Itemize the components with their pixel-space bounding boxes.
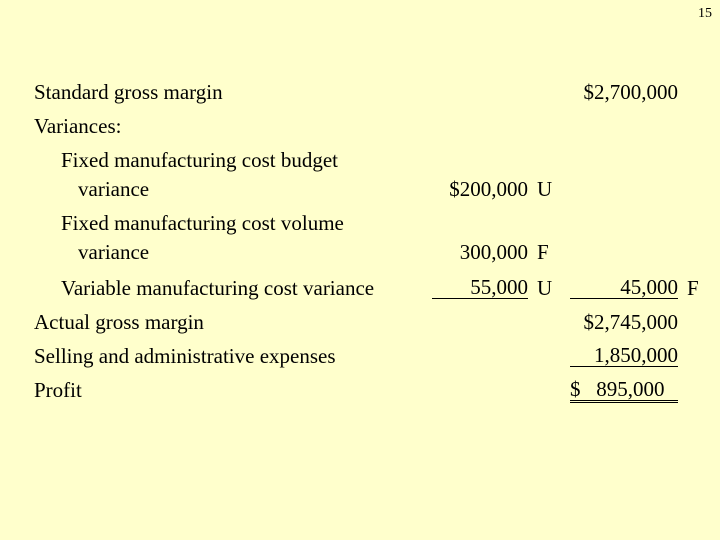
page-number: 15 <box>698 6 712 21</box>
standard-gross-margin-label: Standard gross margin <box>34 80 223 104</box>
variable-cost-variance-label: Variable manufacturing cost variance <box>61 276 375 300</box>
variable-cost-variance-amount: 55,000 <box>432 276 528 299</box>
selling-admin-amount: 1,850,000 <box>570 344 678 367</box>
fixed-volume-variance-flag: F <box>537 240 549 264</box>
fixed-budget-variance-label-line1: Fixed manufacturing cost budget <box>61 148 339 172</box>
standard-gross-margin-amount: $2,700,000 <box>583 80 678 104</box>
total-variance-amount: 45,000 <box>570 276 678 299</box>
actual-gross-margin-label: Actual gross margin <box>34 310 204 334</box>
total-variance-flag: F <box>687 276 699 300</box>
fixed-volume-variance-label-line1: Fixed manufacturing cost volume <box>61 211 344 235</box>
fixed-volume-variance-label-line2: variance <box>78 240 150 264</box>
fixed-budget-variance-label-line2: variance <box>78 177 150 201</box>
variable-cost-variance-flag: U <box>537 276 553 300</box>
fixed-volume-variance-amount: 300,000 <box>459 240 528 264</box>
fixed-budget-variance-amount: $200,000 <box>449 177 528 201</box>
variances-heading: Variances: <box>34 114 122 138</box>
profit-label: Profit <box>34 378 82 402</box>
selling-admin-label: Selling and administrative expenses <box>34 344 336 368</box>
fixed-budget-variance-flag: U <box>537 177 553 201</box>
actual-gross-margin-amount: $2,745,000 <box>583 310 678 334</box>
profit-amount: $ 895,000 <box>570 378 678 403</box>
